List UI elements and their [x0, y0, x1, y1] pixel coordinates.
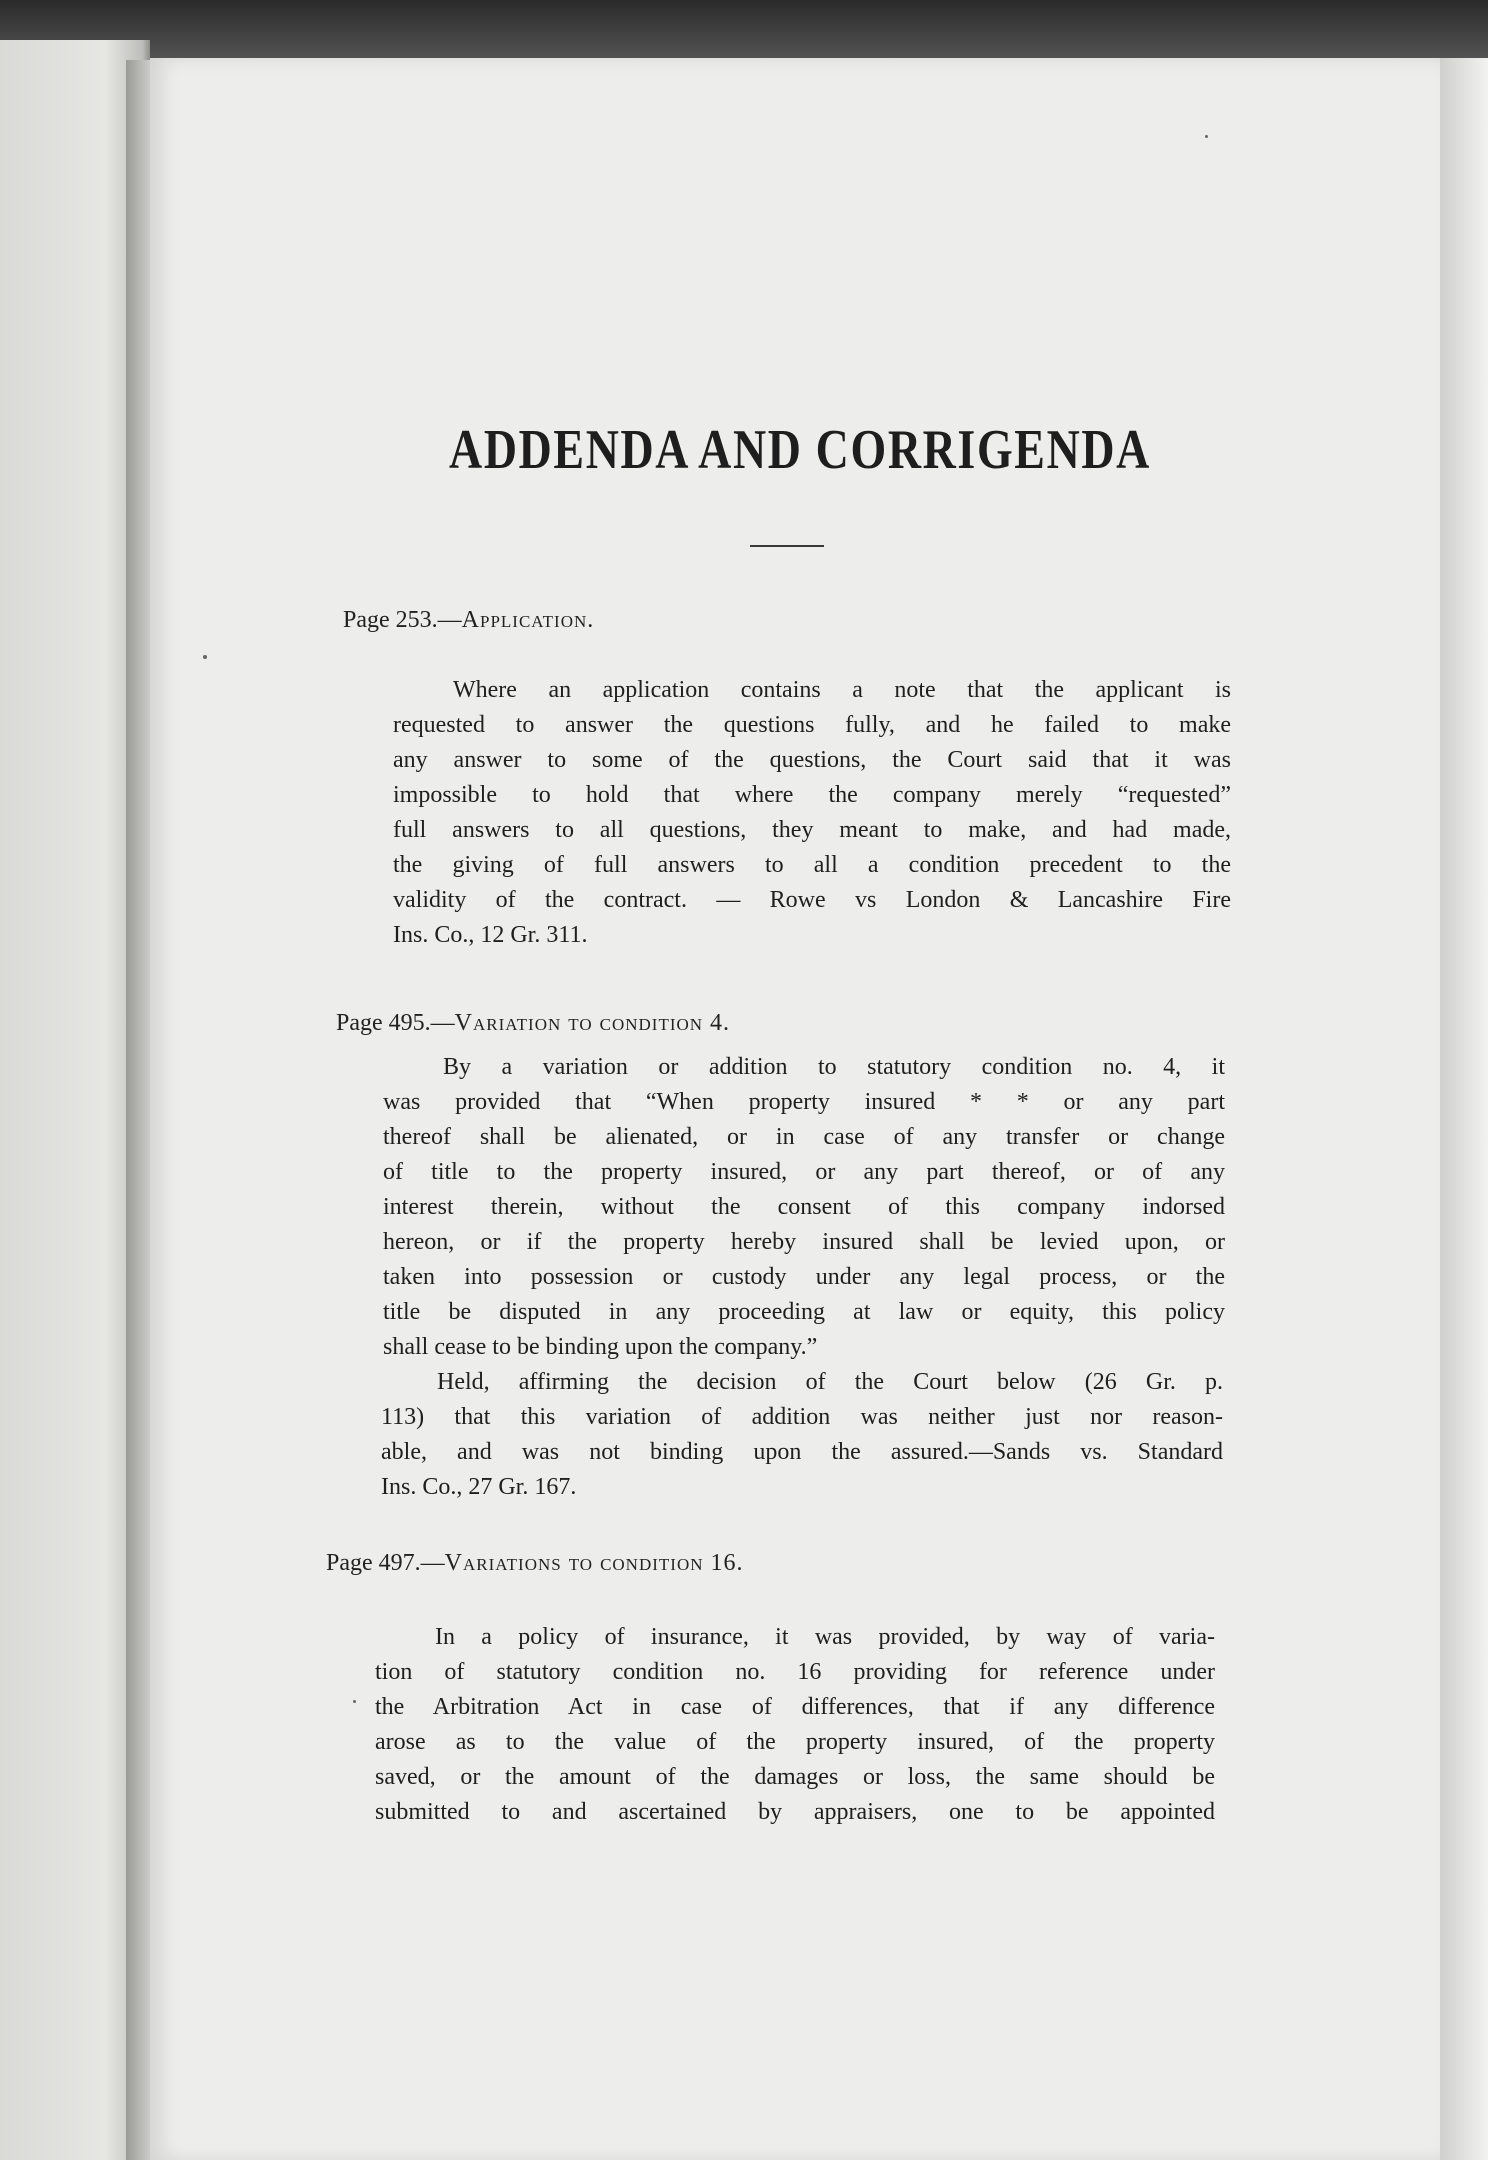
section-paragraph: [383, 1050, 1225, 1365]
scan-speck: [203, 655, 207, 659]
text-line: interest therein, without the consent of this company indorsed: [383, 1194, 1225, 1220]
text-line: impossible to hold that where the company merely “requested”: [393, 782, 1231, 808]
text-line: title be disputed in any proceeding at law or equity, this policy: [383, 1299, 1225, 1325]
page-reference: Page 495.—: [336, 1010, 455, 1036]
text-line: taken into possession or custody under any legal process, or the: [383, 1264, 1225, 1290]
section-topic: Application.: [461, 607, 595, 633]
text-line: tion of statutory condition no. 16 providing for reference under: [375, 1659, 1215, 1685]
page-reference: Page 253.—: [343, 607, 462, 633]
page-right-edge: [1440, 58, 1488, 2160]
section-heading-page-497: [326, 1550, 744, 1577]
text-line: full answers to all questions, they meant to make, and had made,: [393, 817, 1231, 843]
text-line: shall cease to be binding upon the company.”: [383, 1334, 818, 1360]
text-line: thereof shall be alienated, or in case of any transfer or change: [383, 1124, 1225, 1150]
text-line: able, and was not binding upon the assured.—Sands vs. Standard: [381, 1439, 1223, 1465]
text-line: validity of the contract. — Rowe vs London & Lancashire Fire: [393, 887, 1231, 913]
text-line: Where an application contains a note that the applicant is: [453, 677, 1231, 703]
scan-top-band: [0, 0, 1488, 62]
page-title: ADDENDA AND CORRIGENDA: [449, 419, 1151, 481]
page-reference: Page 497.—: [326, 1550, 445, 1576]
section-paragraph: [393, 673, 1231, 953]
text-line: the giving of full answers to all a condition precedent to the: [393, 852, 1231, 878]
text-line: hereon, or if the property hereby insured shall be levied upon, or: [383, 1229, 1225, 1255]
text-line: of title to the property insured, or any part thereof, or of any: [383, 1159, 1225, 1185]
text-line: Held, affirming the decision of the Court below (26 Gr. p.: [437, 1369, 1223, 1395]
text-line: requested to answer the questions fully, and he failed to make: [393, 712, 1231, 738]
text-line: Ins. Co., 27 Gr. 167.: [381, 1474, 577, 1500]
text-line: Ins. Co., 12 Gr. 311.: [393, 922, 588, 948]
text-line: saved, or the amount of the damages or loss, the same should be: [375, 1764, 1215, 1790]
section-heading-page-495: [336, 1010, 730, 1037]
section-paragraph: [375, 1620, 1215, 1830]
section-topic: Variations to condition 16.: [444, 1550, 744, 1576]
scan-speck: [353, 1700, 356, 1703]
text-line: arose as to the value of the property insured, of the property: [375, 1729, 1215, 1755]
text-line: submitted to and ascertained by appraisers, one to be appointed: [375, 1799, 1215, 1825]
section-topic: Variation to condition 4.: [454, 1010, 731, 1036]
title-rule: [750, 545, 824, 547]
text-line: any answer to some of the questions, the Court said that it was: [393, 747, 1231, 773]
book-gutter: [126, 60, 152, 2160]
section-heading-page-253: [343, 607, 594, 634]
section-paragraph: [381, 1365, 1223, 1505]
scan-speck: [1205, 135, 1208, 138]
text-line: By a variation or addition to statutory condition no. 4, it: [443, 1054, 1225, 1080]
text-line: 113) that this variation of addition was neither just nor reason-: [381, 1404, 1223, 1430]
text-line: the Arbitration Act in case of differences, that if any difference: [375, 1694, 1215, 1720]
text-line: In a policy of insurance, it was provided, by way of varia-: [435, 1624, 1215, 1650]
text-line: was provided that “When property insured * * or any part: [383, 1089, 1225, 1115]
